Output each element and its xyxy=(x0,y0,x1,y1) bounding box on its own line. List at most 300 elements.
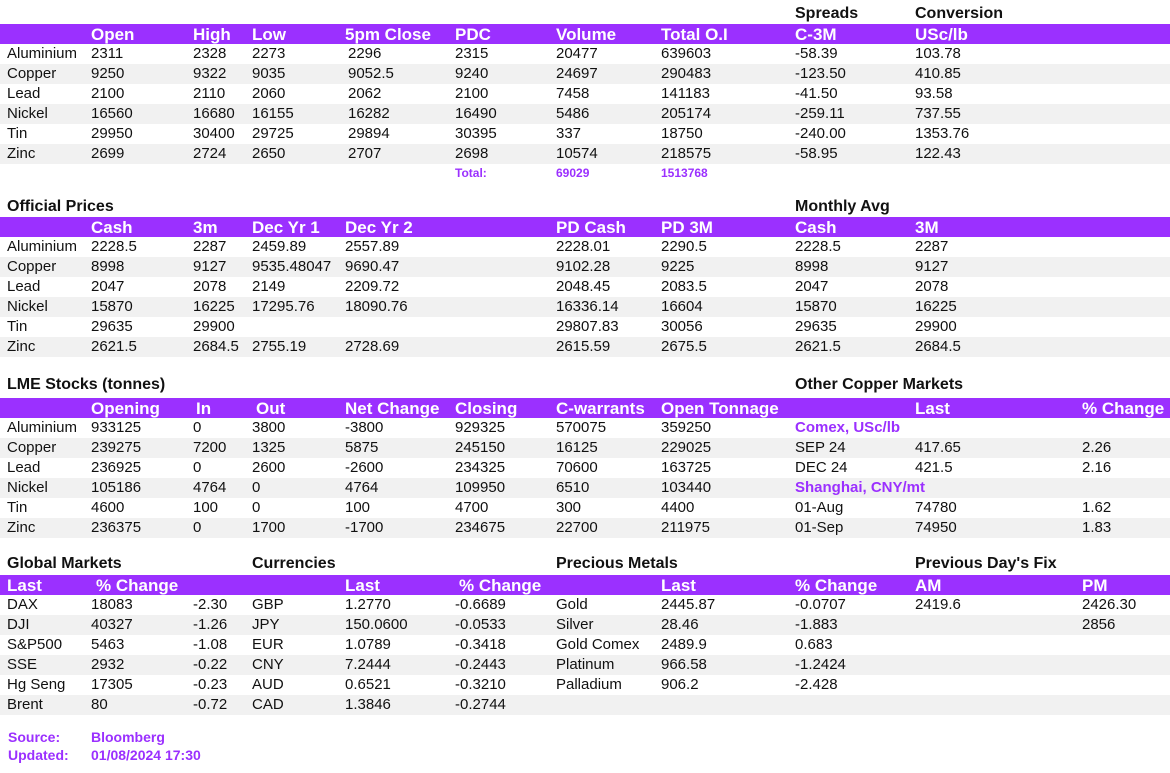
table-cell: 17295.76 xyxy=(252,298,315,315)
table-cell: Zinc xyxy=(7,519,36,536)
index-change: -2.30 xyxy=(193,596,228,613)
markets-row xyxy=(0,655,1170,675)
currency-name: EUR xyxy=(252,636,284,653)
table-cell: Lead xyxy=(7,278,41,295)
table-cell: 5875 xyxy=(345,439,379,456)
column-header: 3M xyxy=(915,218,939,237)
table-cell: 234675 xyxy=(455,519,506,536)
table-cell: 9690.47 xyxy=(345,258,400,275)
column-header: Dec Yr 1 xyxy=(252,218,320,237)
currency-last: 1.2770 xyxy=(345,596,391,613)
table-cell: 234325 xyxy=(455,459,506,476)
table-cell: 2047 xyxy=(91,278,125,295)
table-cell: 2287 xyxy=(193,238,227,255)
table-cell: 359250 xyxy=(661,419,712,436)
stock-row xyxy=(0,418,1170,438)
table-cell: Tin xyxy=(7,318,28,335)
currency-last: 150.0600 xyxy=(345,616,408,633)
table-cell: 2047 xyxy=(795,278,829,295)
global-markets-title: Global Markets xyxy=(7,555,122,572)
conversion-title: Conversion xyxy=(915,5,1004,22)
lme-stocks-title: LME Stocks (tonnes) xyxy=(7,376,166,393)
currency-name: CAD xyxy=(252,696,284,713)
metal-name: Gold xyxy=(556,596,588,613)
table-cell: 4700 xyxy=(455,499,489,516)
table-cell: 236925 xyxy=(91,459,142,476)
metal-last: 966.58 xyxy=(661,656,707,673)
index-name: Hg Seng xyxy=(7,676,66,693)
metal-name: Palladium xyxy=(556,676,622,693)
column-header: Open Tonnage xyxy=(661,399,779,418)
official-price-row xyxy=(0,277,1170,297)
currency-last: 0.6521 xyxy=(345,676,391,693)
table-cell: 0 xyxy=(252,499,261,516)
market-heading: Comex, USc/lb xyxy=(795,419,901,436)
column-header: Last xyxy=(7,576,42,595)
metal-change: -1.883 xyxy=(795,616,838,633)
table-cell: 9322 xyxy=(193,65,227,82)
index-name: SSE xyxy=(7,656,38,673)
column-header: 3m xyxy=(193,218,218,237)
official-price-row xyxy=(0,257,1170,277)
table-cell: 570075 xyxy=(556,419,607,436)
table-cell: 15870 xyxy=(795,298,837,315)
table-cell: 30056 xyxy=(661,318,703,335)
table-cell: 16225 xyxy=(915,298,957,315)
metal-last: 28.46 xyxy=(661,616,699,633)
table-cell: 2078 xyxy=(193,278,227,295)
official-header-row xyxy=(0,217,1170,237)
table-cell: 29807.83 xyxy=(556,318,619,335)
column-header: High xyxy=(193,25,231,44)
column-header: PM xyxy=(1082,576,1108,595)
index-change: -1.08 xyxy=(193,636,228,653)
table-cell: -2600 xyxy=(345,459,384,476)
table-cell: 9127 xyxy=(915,258,949,275)
index-change: -0.72 xyxy=(193,696,228,713)
column-header: Last xyxy=(661,576,696,595)
table-cell: 9240 xyxy=(455,65,489,82)
fix-pm: 2426.30 xyxy=(1082,596,1137,613)
fix-am: 2419.6 xyxy=(915,596,961,613)
table-cell: 2699 xyxy=(91,145,125,162)
table-cell: 2684.5 xyxy=(193,338,239,355)
column-header: % Change xyxy=(795,576,878,595)
column-header: Cash xyxy=(795,218,837,237)
table-cell: 2062 xyxy=(348,85,382,102)
column-header: Opening xyxy=(91,399,160,418)
index-last: 18083 xyxy=(91,596,133,613)
previous-fix-title: Previous Day's Fix xyxy=(915,555,1057,572)
table-cell: Nickel xyxy=(7,298,48,315)
index-last: 80 xyxy=(91,696,108,713)
table-cell: 2615.59 xyxy=(556,338,611,355)
currency-last: 7.2444 xyxy=(345,656,391,673)
table-cell: 16336.14 xyxy=(556,298,619,315)
column-header: Last xyxy=(345,576,380,595)
table-cell: 2650 xyxy=(252,145,286,162)
currency-change: -0.2443 xyxy=(455,656,506,673)
contract-label: DEC 24 xyxy=(795,459,848,476)
markets-row xyxy=(0,675,1170,695)
table-cell: 3800 xyxy=(252,419,286,436)
table-cell: 0 xyxy=(193,519,202,536)
markets-row xyxy=(0,615,1170,635)
official-prices-title: Official Prices xyxy=(7,198,114,215)
table-cell: Aluminium xyxy=(7,419,78,436)
table-cell: Lead xyxy=(7,85,41,102)
index-last: 40327 xyxy=(91,616,133,633)
table-cell: 929325 xyxy=(455,419,506,436)
table-cell: 245150 xyxy=(455,439,506,456)
contract-label: 01-Aug xyxy=(795,499,844,516)
table-cell: -3800 xyxy=(345,419,384,436)
column-header: Volume xyxy=(556,25,617,44)
stock-row xyxy=(0,478,1170,498)
table-cell: 8998 xyxy=(91,258,125,275)
contract-change: 2.16 xyxy=(1082,459,1112,476)
table-cell: 2621.5 xyxy=(795,338,841,355)
table-cell: Aluminium xyxy=(7,45,78,62)
column-header: AM xyxy=(915,576,942,595)
spreads-title: Spreads xyxy=(795,5,859,22)
column-header: Total O.I xyxy=(661,25,728,44)
table-cell: 30400 xyxy=(193,125,235,142)
fix-pm: 2856 xyxy=(1082,616,1116,633)
table-cell: 29950 xyxy=(91,125,133,142)
table-cell: 8998 xyxy=(795,258,829,275)
table-cell: Zinc xyxy=(7,145,36,162)
table-cell: 16680 xyxy=(193,105,235,122)
table-cell: 16490 xyxy=(455,105,497,122)
table-cell: 9535.48047 xyxy=(252,258,332,275)
contract-label: 01-Sep xyxy=(795,519,844,536)
stock-row xyxy=(0,458,1170,478)
table-cell: 4600 xyxy=(91,499,125,516)
table-cell: -58.95 xyxy=(795,145,838,162)
table-cell: Tin xyxy=(7,125,28,142)
markets-header-row xyxy=(0,575,1170,595)
table-cell: 2675.5 xyxy=(661,338,707,355)
metal-price-row xyxy=(0,64,1170,84)
stock-row xyxy=(0,518,1170,538)
index-name: DJI xyxy=(7,616,30,633)
table-cell: 205174 xyxy=(661,105,712,122)
table-cell: 16282 xyxy=(348,105,390,122)
markets-row xyxy=(0,635,1170,655)
currency-name: JPY xyxy=(252,616,280,633)
contract-last: 421.5 xyxy=(915,459,953,476)
column-header: C-3M xyxy=(795,25,837,44)
currency-name: GBP xyxy=(252,596,284,613)
table-cell: 6510 xyxy=(556,479,590,496)
table-cell: 2048.45 xyxy=(556,278,611,295)
table-cell: 7200 xyxy=(193,439,227,456)
table-cell: -1700 xyxy=(345,519,384,536)
table-cell: 2228.01 xyxy=(556,238,611,255)
table-cell: Zinc xyxy=(7,338,36,355)
table-cell: 9102.28 xyxy=(556,258,611,275)
table-cell: 2459.89 xyxy=(252,238,307,255)
table-cell: 933125 xyxy=(91,419,142,436)
table-cell: 2110 xyxy=(193,85,226,102)
column-header: PDC xyxy=(455,25,491,44)
table-cell: 2311 xyxy=(91,45,124,62)
metal-last: 2445.87 xyxy=(661,596,716,613)
column-header: PD 3M xyxy=(661,218,713,237)
table-cell: Tin xyxy=(7,499,28,516)
contract-change: 1.62 xyxy=(1082,499,1112,516)
source-label: Source: xyxy=(8,729,61,745)
table-cell: 100 xyxy=(345,499,371,516)
table-cell: 737.55 xyxy=(915,105,961,122)
table-cell: 9225 xyxy=(661,258,695,275)
table-cell: 103440 xyxy=(661,479,712,496)
table-cell: 2100 xyxy=(455,85,489,102)
table-cell: 2078 xyxy=(915,278,949,295)
currency-last: 1.3846 xyxy=(345,696,391,713)
currency-change: -0.2744 xyxy=(455,696,506,713)
table-cell: 0 xyxy=(252,479,261,496)
column-header: Open xyxy=(91,25,135,44)
table-cell: -123.50 xyxy=(795,65,846,82)
contract-change: 1.83 xyxy=(1082,519,1112,536)
official-price-row xyxy=(0,237,1170,257)
table-cell: Copper xyxy=(7,439,57,456)
table-cell: 236375 xyxy=(91,519,142,536)
markets-row xyxy=(0,595,1170,615)
table-cell: 29635 xyxy=(795,318,837,335)
table-cell: 1700 xyxy=(252,519,286,536)
metal-last: 906.2 xyxy=(661,676,699,693)
official-price-row xyxy=(0,317,1170,337)
metal-price-row xyxy=(0,144,1170,164)
contract-label: SEP 24 xyxy=(795,439,846,456)
prices-header-row xyxy=(0,24,1170,44)
table-cell: -240.00 xyxy=(795,125,846,142)
table-cell: 7458 xyxy=(556,85,590,102)
column-header: In xyxy=(196,399,212,418)
table-cell: 2060 xyxy=(252,85,286,102)
table-cell: 15870 xyxy=(91,298,133,315)
metal-price-row xyxy=(0,104,1170,124)
metal-name: Platinum xyxy=(556,656,615,673)
contract-last: 417.65 xyxy=(915,439,961,456)
currency-name: CNY xyxy=(252,656,284,673)
table-cell: 4764 xyxy=(193,479,227,496)
table-cell: 2083.5 xyxy=(661,278,707,295)
table-cell: 16560 xyxy=(91,105,133,122)
table-cell: 16155 xyxy=(252,105,294,122)
table-cell: 29900 xyxy=(193,318,235,335)
table-cell: 2707 xyxy=(348,145,382,162)
table-cell: 639603 xyxy=(661,45,712,62)
table-cell: 29725 xyxy=(252,125,294,142)
total-volume: 69029 xyxy=(556,166,590,180)
table-cell: 20477 xyxy=(556,45,598,62)
table-cell: 2100 xyxy=(91,85,125,102)
table-cell: 93.58 xyxy=(915,85,953,102)
index-last: 5463 xyxy=(91,636,125,653)
column-header: Out xyxy=(256,399,286,418)
currencies-title: Currencies xyxy=(252,555,336,572)
index-last: 2932 xyxy=(91,656,125,673)
metal-change: -2.428 xyxy=(795,676,838,693)
table-cell: 2209.72 xyxy=(345,278,400,295)
metal-name: Gold Comex xyxy=(556,636,640,653)
table-cell: 5486 xyxy=(556,105,590,122)
currency-name: AUD xyxy=(252,676,284,693)
table-cell: 24697 xyxy=(556,65,598,82)
stocks-header-row xyxy=(0,398,1170,418)
index-change: -0.23 xyxy=(193,676,228,693)
index-change: -1.26 xyxy=(193,616,228,633)
table-cell: 337 xyxy=(556,125,582,142)
other-copper-title: Other Copper Markets xyxy=(795,376,964,393)
table-cell: 100 xyxy=(193,499,219,516)
updated-value: 01/08/2024 17:30 xyxy=(91,747,201,763)
table-cell: 2228.5 xyxy=(795,238,841,255)
table-cell: 2315 xyxy=(455,45,489,62)
table-cell: 9250 xyxy=(91,65,125,82)
official-price-row xyxy=(0,297,1170,317)
table-cell: 2728.69 xyxy=(345,338,400,355)
column-header: C-warrants xyxy=(556,399,645,418)
official-price-row xyxy=(0,337,1170,357)
table-cell: Nickel xyxy=(7,105,48,122)
metal-price-row xyxy=(0,124,1170,144)
table-cell: 16225 xyxy=(193,298,235,315)
table-cell: 300 xyxy=(556,499,582,516)
table-cell: 18090.76 xyxy=(345,298,408,315)
table-cell: 218575 xyxy=(661,145,712,162)
column-header: USc/lb xyxy=(915,25,968,44)
column-header: Dec Yr 2 xyxy=(345,218,413,237)
metal-name: Silver xyxy=(556,616,594,633)
table-cell: 141183 xyxy=(661,85,710,102)
table-cell: 2621.5 xyxy=(91,338,137,355)
column-header: Cash xyxy=(91,218,133,237)
currency-change: -0.3210 xyxy=(455,676,506,693)
table-cell: 16604 xyxy=(661,298,703,315)
table-cell: 2287 xyxy=(915,238,949,255)
table-cell: 2296 xyxy=(348,45,382,62)
table-cell: 2724 xyxy=(193,145,227,162)
index-name: Brent xyxy=(7,696,43,713)
column-header: Closing xyxy=(455,399,518,418)
contract-last: 74950 xyxy=(915,519,957,536)
metal-price-row xyxy=(0,44,1170,64)
column-header: Low xyxy=(252,25,286,44)
table-cell: 2328 xyxy=(193,45,227,62)
table-cell: 290483 xyxy=(661,65,712,82)
table-cell: Lead xyxy=(7,459,41,476)
table-cell: 2684.5 xyxy=(915,338,961,355)
table-cell: Aluminium xyxy=(7,238,78,255)
table-cell: 18750 xyxy=(661,125,703,142)
index-name: S&P500 xyxy=(7,636,63,653)
total-open-interest: 1513768 xyxy=(661,166,708,180)
column-header: % Change xyxy=(1082,399,1165,418)
table-cell: 29635 xyxy=(91,318,133,335)
table-cell: 2149 xyxy=(252,278,286,295)
metal-change: 0.683 xyxy=(795,636,833,653)
table-cell: 4764 xyxy=(345,479,379,496)
table-cell: 16125 xyxy=(556,439,598,456)
column-header: Net Change xyxy=(345,399,440,418)
table-cell: 2755.19 xyxy=(252,338,307,355)
table-cell: 4400 xyxy=(661,499,695,516)
stock-row xyxy=(0,498,1170,518)
table-cell: 2600 xyxy=(252,459,286,476)
table-cell: 0 xyxy=(193,419,202,436)
table-cell: 29900 xyxy=(915,318,957,335)
currency-change: -0.0533 xyxy=(455,616,506,633)
table-cell: 2698 xyxy=(455,145,489,162)
updated-label: Updated: xyxy=(8,747,69,763)
table-cell: -41.50 xyxy=(795,85,838,102)
table-cell: 9035 xyxy=(252,65,286,82)
table-cell: Copper xyxy=(7,258,57,275)
column-header: PD Cash xyxy=(556,218,626,237)
index-change: -0.22 xyxy=(193,656,228,673)
table-cell: 22700 xyxy=(556,519,598,536)
table-cell: 211975 xyxy=(661,519,710,536)
column-header: % Change xyxy=(96,576,179,595)
table-cell: 1325 xyxy=(252,439,286,456)
index-last: 17305 xyxy=(91,676,133,693)
monthly-avg-title: Monthly Avg xyxy=(795,198,890,215)
table-cell: 2273 xyxy=(252,45,286,62)
table-cell: 2290.5 xyxy=(661,238,707,255)
table-cell: 2557.89 xyxy=(345,238,400,255)
table-cell: 109950 xyxy=(455,479,506,496)
precious-metals-title: Precious Metals xyxy=(556,555,678,572)
table-cell: 9052.5 xyxy=(348,65,394,82)
metal-change: -0.0707 xyxy=(795,596,846,613)
table-cell: 163725 xyxy=(661,459,712,476)
table-cell: 229025 xyxy=(661,439,712,456)
table-cell: 105186 xyxy=(91,479,142,496)
market-heading: Shanghai, CNY/mt xyxy=(795,479,926,496)
metal-price-row xyxy=(0,84,1170,104)
table-cell: -259.11 xyxy=(795,105,845,122)
contract-change: 2.26 xyxy=(1082,439,1112,456)
currency-last: 1.0789 xyxy=(345,636,391,653)
table-cell: Nickel xyxy=(7,479,48,496)
column-header: % Change xyxy=(459,576,542,595)
column-header: Last xyxy=(915,399,950,418)
currency-change: -0.6689 xyxy=(455,596,506,613)
currency-change: -0.3418 xyxy=(455,636,506,653)
total-label: Total: xyxy=(455,166,487,180)
table-cell: 1353.76 xyxy=(915,125,970,142)
table-cell: 2228.5 xyxy=(91,238,137,255)
table-cell: 10574 xyxy=(556,145,598,162)
table-cell: 122.43 xyxy=(915,145,961,162)
table-cell: 30395 xyxy=(455,125,497,142)
table-cell: Copper xyxy=(7,65,57,82)
metal-change: -1.2424 xyxy=(795,656,846,673)
index-name: DAX xyxy=(7,596,38,613)
stock-row xyxy=(0,438,1170,458)
table-cell: 0 xyxy=(193,459,202,476)
table-cell: 29894 xyxy=(348,125,390,142)
table-cell: 103.78 xyxy=(915,45,961,62)
table-cell: 239275 xyxy=(91,439,142,456)
table-cell: 70600 xyxy=(556,459,598,476)
markets-row xyxy=(0,695,1170,715)
